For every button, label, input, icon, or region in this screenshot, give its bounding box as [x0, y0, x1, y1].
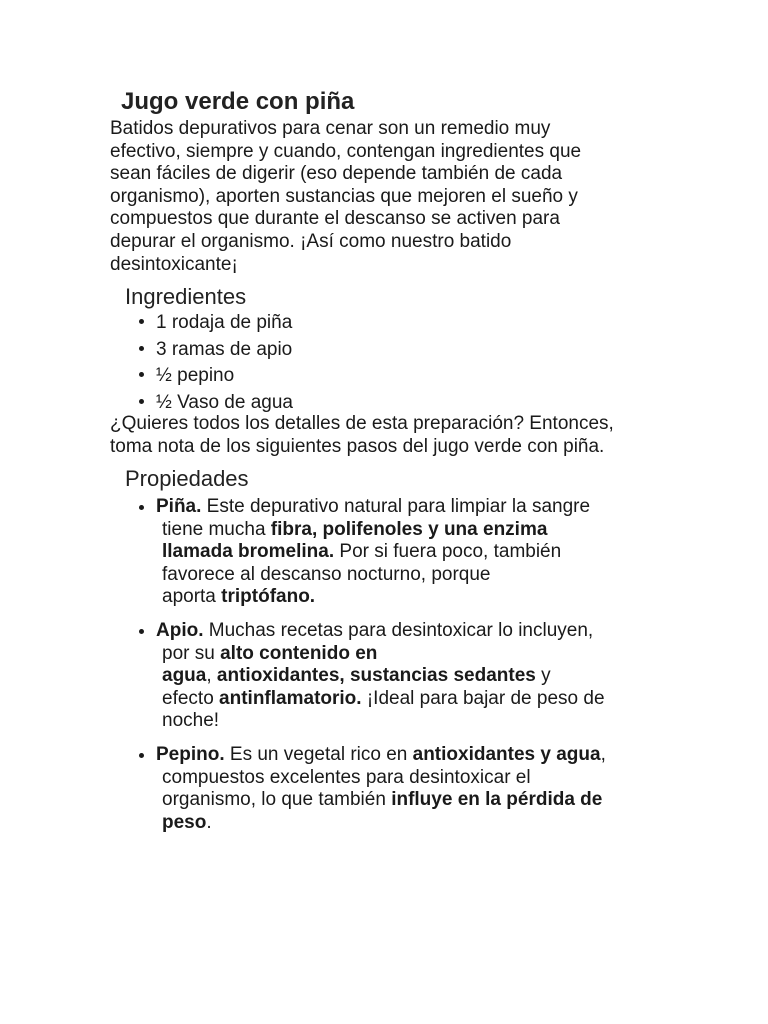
ingredient-text: ½ Vaso de agua: [156, 391, 293, 413]
properties-heading: Propiedades: [125, 466, 249, 491]
bullet-icon: [139, 372, 144, 377]
property-text: por su: [162, 642, 221, 664]
property-text: efecto: [162, 687, 220, 709]
ingredients-list: [156, 312, 293, 418]
property-bold-text: triptófano.: [221, 586, 316, 608]
property-line: [156, 744, 662, 767]
bullet-icon: [139, 346, 144, 351]
page-title: Jugo verde con piña: [121, 88, 355, 115]
bullet-icon: [139, 753, 144, 758]
properties-list: [156, 496, 662, 845]
property-text: ¡Ideal para bajar de peso de: [361, 687, 605, 709]
property-bold-text: llamada bromelina.: [162, 541, 335, 563]
property-bold-text: Pepino.: [156, 743, 225, 765]
property-text: noche!: [162, 710, 220, 732]
property-text: Por si fuera poco, también: [334, 541, 562, 563]
property-bold-text: influye en la pérdida de: [391, 789, 603, 811]
intro-line: desintoxicante¡: [110, 253, 238, 275]
property-line: [162, 665, 662, 688]
property-text: favorece al descanso nocturno, porque: [162, 563, 491, 585]
property-bold-text: fibra, polifenoles y una enzima: [270, 518, 548, 540]
property-line: [162, 541, 662, 564]
property-item: [156, 496, 662, 609]
ingredient-text: 1 rodaja de piña: [156, 312, 293, 333]
property-line: [162, 812, 662, 835]
property-text: organismo, lo que también: [162, 789, 392, 811]
property-text: ,: [206, 665, 217, 687]
property-bold-text: Piña.: [156, 496, 202, 517]
ingredient-item: [156, 365, 293, 392]
bullet-icon: [139, 505, 144, 510]
bullet-icon: [139, 629, 144, 634]
property-line: [162, 767, 662, 790]
property-text: ,: [600, 743, 606, 765]
property-text: tiene mucha: [162, 518, 271, 540]
property-bold-text: antinflamatorio.: [219, 687, 362, 709]
bullet-icon: [139, 319, 144, 324]
property-line: [156, 620, 662, 643]
property-text: compuestos excelentes para desintoxicar el: [162, 766, 531, 788]
property-item: [156, 619, 662, 733]
property-bold-text: antioxidantes, sustancias sedantes: [216, 665, 536, 687]
followup-line: toma nota de los siguientes pasos del jugo verde con piña.: [110, 436, 605, 457]
property-text: Muchas recetas para desintoxicar lo incluyen,: [203, 619, 594, 641]
property-item: [156, 743, 662, 834]
property-bold-text: peso: [162, 811, 207, 833]
property-bold-text: agua: [162, 665, 207, 687]
property-text: Este depurativo natural para limpiar la sangre: [201, 496, 591, 517]
property-bold-text: Apio.: [156, 619, 204, 641]
intro-line: efectivo, siempre y cuando, contengan ingredientes que: [110, 140, 582, 162]
property-text: .: [206, 811, 212, 833]
intro-line: compuestos que durante el descanso se activen para: [110, 208, 560, 230]
property-line: [162, 710, 662, 733]
property-line: [156, 496, 662, 519]
intro-line: organismo), aporten sustancias que mejoren el sueño y: [110, 185, 578, 207]
ingredient-item: [156, 339, 293, 366]
ingredient-text: 3 ramas de apio: [156, 338, 293, 360]
property-text: Es un vegetal rico en: [224, 743, 413, 765]
property-line: [162, 519, 662, 542]
property-line: [162, 789, 662, 812]
property-text: aporta: [162, 586, 222, 608]
property-text: y: [535, 665, 551, 687]
property-bold-text: antioxidantes y agua: [412, 743, 601, 765]
intro-line: Batidos depurativos para cenar son un remedio muy: [110, 118, 551, 139]
followup-line: ¿Quieres todos los detalles de esta preparación? Entonces,: [110, 413, 614, 434]
ingredients-heading: Ingredientes: [125, 284, 247, 309]
property-line: [162, 643, 662, 666]
property-bold-text: alto contenido en: [220, 642, 378, 664]
followup-paragraph: [110, 412, 670, 458]
intro-line: sean fáciles de digerir (eso depende también de cada: [110, 163, 563, 185]
ingredient-item: [156, 312, 293, 339]
intro-line: depurar el organismo. ¡Así como nuestro batido: [110, 230, 512, 252]
ingredient-text: ½ pepino: [156, 365, 235, 386]
property-line: [162, 688, 662, 711]
bullet-icon: [139, 399, 144, 404]
intro-paragraph: [110, 118, 630, 276]
property-line: [162, 564, 662, 587]
property-line: [162, 586, 662, 609]
